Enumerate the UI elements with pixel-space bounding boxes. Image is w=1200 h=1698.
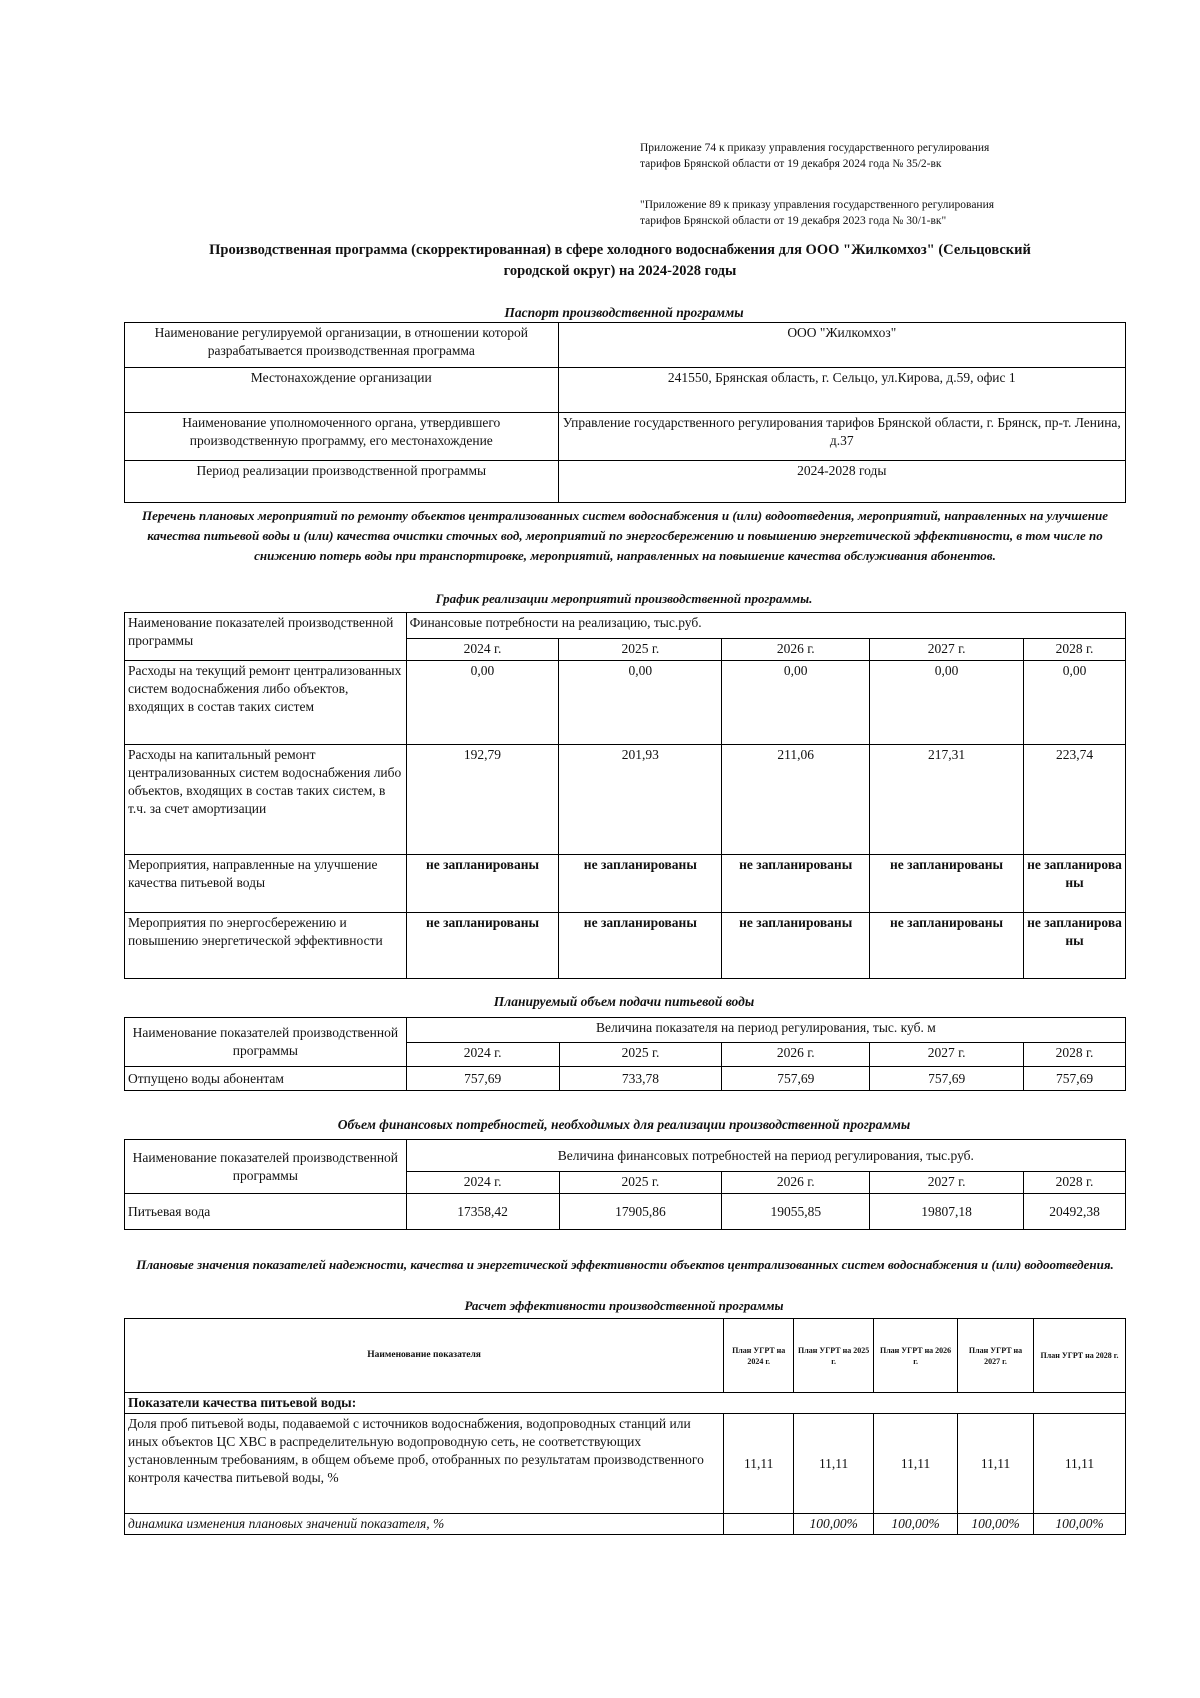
finance-value: 19055,85 bbox=[722, 1194, 870, 1230]
finance-col-label: Наименование показателей производственной программы bbox=[125, 1140, 407, 1194]
document-title bbox=[140, 240, 1100, 282]
measures-table bbox=[124, 612, 1126, 979]
dynamics-value bbox=[724, 1514, 794, 1535]
measures-col-label: Наименование показателей производственной программы bbox=[125, 613, 407, 661]
measures-row bbox=[125, 855, 1126, 913]
appendix-note-2-line1: "Приложение 89 к приказу управления государственного регулирования bbox=[640, 199, 995, 211]
measures-value: не запланирова ны bbox=[1024, 855, 1126, 913]
indicators-value: 11,11 bbox=[724, 1414, 794, 1514]
indicators-header-row bbox=[125, 1319, 1126, 1393]
measures-value: не запланированы bbox=[406, 855, 559, 913]
measures-value: 211,06 bbox=[722, 745, 870, 855]
measures-value: 0,00 bbox=[1024, 661, 1126, 745]
year-header: 2024 г. bbox=[406, 639, 559, 661]
passport-value: ООО "Жилкомхоз" bbox=[558, 323, 1125, 368]
plan-header: План УГРТ на 2026 г. bbox=[874, 1319, 958, 1393]
supply-row-label: Отпущено воды абонентам bbox=[125, 1067, 407, 1091]
year-header: 2028 г. bbox=[1024, 1172, 1126, 1194]
year-header: 2025 г. bbox=[559, 1043, 722, 1067]
passport-value: Управление государственного регулирования тарифов Брянской области, г. Брянск, пр-т. Ленина, д.37 bbox=[558, 413, 1125, 461]
measures-value: 0,00 bbox=[559, 661, 722, 745]
year-header: 2024 г. bbox=[406, 1043, 559, 1067]
year-header: 2024 г. bbox=[406, 1172, 559, 1194]
supply-value: 757,69 bbox=[722, 1067, 870, 1091]
indicators-section-label: Показатели качества питьевой воды: bbox=[125, 1393, 1126, 1414]
passport-value: 2024-2028 годы bbox=[558, 461, 1125, 503]
plan-header: План УГРТ на 2027 г. bbox=[958, 1319, 1034, 1393]
appendix-note-1-line1: Приложение 74 к приказу управления государственного регулирования bbox=[640, 142, 990, 154]
passport-heading: Паспорт производственной программы bbox=[504, 305, 744, 320]
measures-value: не запланированы bbox=[870, 913, 1024, 979]
passport-row bbox=[125, 461, 1126, 503]
passport-label: Местонахождение организации bbox=[125, 368, 559, 413]
finance-value: 19807,18 bbox=[870, 1194, 1024, 1230]
supply-value: 757,69 bbox=[406, 1067, 559, 1091]
year-header: 2028 г. bbox=[1024, 639, 1126, 661]
year-header: 2025 г. bbox=[559, 1172, 722, 1194]
indicators-subheading: Расчет эффективности производственной программы bbox=[464, 1298, 784, 1313]
measures-row bbox=[125, 745, 1126, 855]
measures-header-row bbox=[125, 613, 1126, 639]
measures-value: 192,79 bbox=[406, 745, 559, 855]
year-header: 2025 г. bbox=[559, 639, 722, 661]
dynamics-value: 100,00% bbox=[794, 1514, 874, 1535]
measures-value: 0,00 bbox=[870, 661, 1024, 745]
year-header: 2028 г. bbox=[1024, 1043, 1126, 1067]
dynamics-value: 100,00% bbox=[1034, 1514, 1126, 1535]
finance-value: 20492,38 bbox=[1024, 1194, 1126, 1230]
year-header: 2026 г. bbox=[722, 639, 870, 661]
measures-value: не запланированы bbox=[722, 855, 870, 913]
passport-row bbox=[125, 368, 1126, 413]
plan-header: План УГРТ на 2024 г. bbox=[724, 1319, 794, 1393]
document-title-line1: Производственная программа (скорректированная) в сфере холодного водоснабжения для ООО "Жилкомхоз" (Сельцовский bbox=[209, 242, 1031, 258]
finance-value: 17905,86 bbox=[559, 1194, 722, 1230]
measures-row-label: Расходы на капитальный ремонт централизованных систем водоснабжения либо объектов, входящих в состав таких систем, в т.ч. за счет амортизации bbox=[125, 745, 407, 855]
supply-heading: Планируемый объем подачи питьевой воды bbox=[493, 994, 755, 1009]
measures-value: не запланированы bbox=[406, 913, 559, 979]
measures-value: не запланированы bbox=[559, 913, 722, 979]
measures-value: не запланированы bbox=[722, 913, 870, 979]
appendix-note-1-line2: тарифов Брянской области от 19 декабря 2024 года № 35/2-вк bbox=[640, 158, 942, 170]
measures-value: 217,31 bbox=[870, 745, 1024, 855]
finance-group-label: Величина финансовых потребностей на период регулирования, тыс.руб. bbox=[406, 1140, 1125, 1172]
passport-table bbox=[124, 322, 1126, 503]
measures-value: 0,00 bbox=[722, 661, 870, 745]
measures-value: не запланирова ны bbox=[1024, 913, 1126, 979]
measures-row-label: Мероприятия, направленные на улучшение качества питьевой воды bbox=[125, 855, 407, 913]
indicators-value: 11,11 bbox=[1034, 1414, 1126, 1514]
supply-table bbox=[124, 1017, 1126, 1091]
plan-header: План УГРТ на 2028 г. bbox=[1034, 1319, 1126, 1393]
measures-row bbox=[125, 661, 1126, 745]
indicators-dynamics-row bbox=[125, 1514, 1126, 1535]
dynamics-value: 100,00% bbox=[958, 1514, 1034, 1535]
measures-value: 0,00 bbox=[406, 661, 559, 745]
indicators-section-row bbox=[125, 1393, 1126, 1414]
measures-value: 201,93 bbox=[559, 745, 722, 855]
indicators-row bbox=[125, 1414, 1126, 1514]
measures-value: 223,74 bbox=[1024, 745, 1126, 855]
supply-col-label: Наименование показателей производственной программы bbox=[125, 1018, 407, 1067]
indicators-value: 11,11 bbox=[874, 1414, 958, 1514]
year-header: 2027 г. bbox=[870, 1172, 1024, 1194]
measures-group-label: Финансовые потребности на реализацию, тыс.руб. bbox=[406, 613, 1125, 639]
measures-value: не запланированы bbox=[870, 855, 1024, 913]
appendix-note-2-line2: тарифов Брянской области от 19 декабря 2023 года № 30/1-вк" bbox=[640, 215, 947, 227]
finance-row bbox=[125, 1194, 1126, 1230]
indicators-value: 11,11 bbox=[794, 1414, 874, 1514]
supply-row bbox=[125, 1067, 1126, 1091]
finance-value: 17358,42 bbox=[406, 1194, 559, 1230]
indicators-table bbox=[124, 1318, 1126, 1535]
passport-row bbox=[125, 413, 1126, 461]
finance-table bbox=[124, 1139, 1126, 1230]
supply-value: 733,78 bbox=[559, 1067, 722, 1091]
dynamics-value: 100,00% bbox=[874, 1514, 958, 1535]
supply-value: 757,69 bbox=[1024, 1067, 1126, 1091]
appendix-note-2 bbox=[640, 197, 1160, 229]
finance-header-row bbox=[125, 1140, 1126, 1172]
document-title-line2: городской округ) на 2024-2028 годы bbox=[503, 263, 737, 279]
dynamics-label: динамика изменения плановых значений показателя, % bbox=[125, 1514, 724, 1535]
measures-row-label: Расходы на текущий ремонт централизованных систем водоснабжения либо объектов, входящих в состав таких систем bbox=[125, 661, 407, 745]
indicators-heading: Плановые значения показателей надежности, качества и энергетической эффективности объектов централизованных систем водоснабжения и (или) водоотведения. bbox=[136, 1257, 1114, 1272]
passport-value: 241550, Брянская область, г. Сельцо, ул.Кирова, д.59, офис 1 bbox=[558, 368, 1125, 413]
year-header: 2027 г. bbox=[870, 639, 1024, 661]
indicators-value: 11,11 bbox=[958, 1414, 1034, 1514]
plan-header: План УГРТ на 2025 г. bbox=[794, 1319, 874, 1393]
supply-header-row bbox=[125, 1018, 1126, 1043]
finance-heading: Объем финансовых потребностей, необходимых для реализации производственной программы bbox=[337, 1117, 911, 1132]
passport-label: Наименование регулируемой организации, в отношении которой разрабатывается производственная программа bbox=[125, 323, 559, 368]
passport-label: Период реализации производственной программы bbox=[125, 461, 559, 503]
supply-value: 757,69 bbox=[870, 1067, 1024, 1091]
year-header: 2026 г. bbox=[722, 1043, 870, 1067]
indicators-col-label: Наименование показателя bbox=[125, 1319, 724, 1393]
year-header: 2026 г. bbox=[722, 1172, 870, 1194]
passport-label: Наименование уполномоченного органа, утвердившего производственную программу, его местонахождение bbox=[125, 413, 559, 461]
passport-row bbox=[125, 323, 1126, 368]
year-header: 2027 г. bbox=[870, 1043, 1024, 1067]
indicators-row-label: Доля проб питьевой воды, подаваемой с источников водоснабжения, водопроводных станций или иных объектов ЦС ХВС в распределительную водопроводную сеть, не соответствующих установленным требованиям, в общем объеме проб, отобранных по результатам производственного контроля качества питьевой воды, % bbox=[125, 1414, 724, 1514]
measures-row-label: Мероприятия по энергосбережению и повышению энергетической эффективности bbox=[125, 913, 407, 979]
appendix-note-1 bbox=[640, 140, 1160, 172]
measures-subheading: График реализации мероприятий производственной программы. bbox=[435, 591, 813, 606]
measures-row bbox=[125, 913, 1126, 979]
measures-value: не запланированы bbox=[559, 855, 722, 913]
measures-heading: Перечень плановых мероприятий по ремонту объектов централизованных систем водоснабжения и (или) водоотведения, мероприятий, направленных на улучшение качества питьевой воды и (или) качества очистки сточных вод, мероприятий по энергосбережению и повышению энергетической эффективности, в том числе по снижению потерь воды при транспортировке, мероприятий, направленных на повышение качества обслуживания абонентов. bbox=[142, 508, 1108, 563]
finance-row-label: Питьевая вода bbox=[125, 1194, 407, 1230]
supply-group-label: Величина показателя на период регулирования, тыс. куб. м bbox=[406, 1018, 1125, 1043]
